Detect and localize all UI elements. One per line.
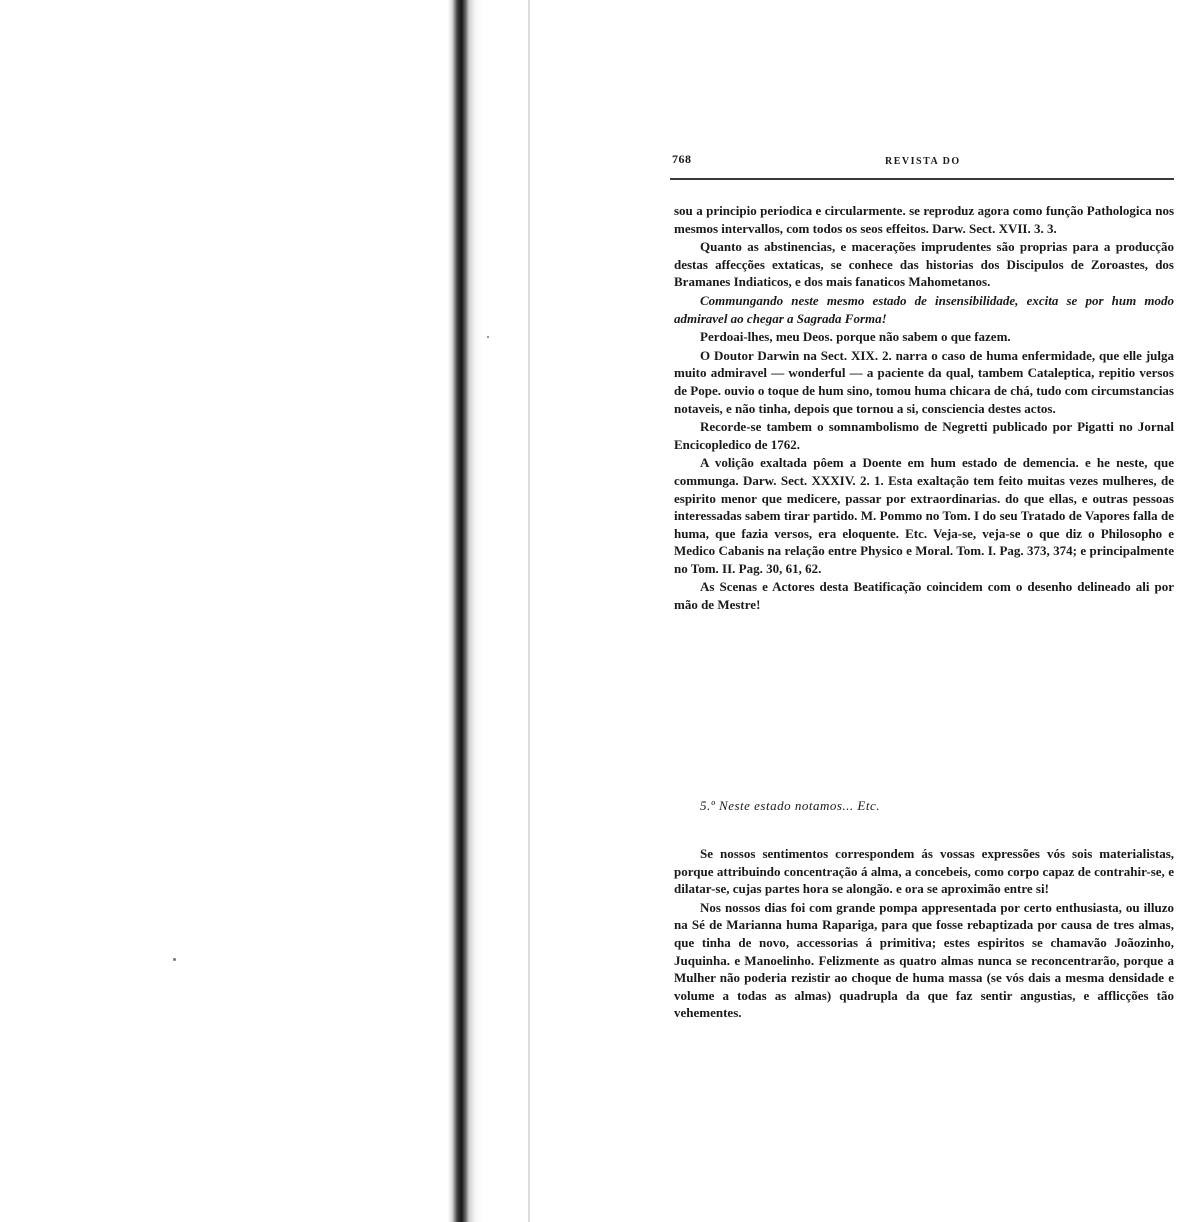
page-number: 768 bbox=[672, 152, 692, 166]
paper-speck bbox=[173, 958, 176, 961]
paragraph: As Scenas e Actores desta Beatificação coincidem com o desenho delineado ali por mão de Mestre! bbox=[674, 579, 1174, 613]
paragraph: Recorde-se tambem o somnambolismo de Negretti publicado por Pigatti no Jornal Encicopledico de 1762. bbox=[674, 419, 1174, 452]
right-page bbox=[660, 140, 1180, 1100]
header-rule bbox=[670, 178, 1174, 180]
blank-left-page bbox=[0, 0, 452, 1222]
paragraph: A volição exaltada pôem a Doente em hum estado de demencia. e he neste, que communga. Darw. Sect. XXXIV. 2. 1. Esta exaltação tem feito muitas vezes mulheres, de espirito menor que medicere, passar por extraordinarias. do que ellas, e outras pessoas interessadas sabem tirar partido. M. Pommo no Tom. I do seu Tratado de Vapores falla de huma, que fazia versos, era eloquente. Etc. Veja-se, veja-se o que diz o Philosopho e Medico Cabanis na relação entre Physico e Moral. Tom. I. Pag. 373, 374; e principalmente no Tom. II. Pag. 30, 61, 62. bbox=[674, 455, 1174, 576]
paragraph: Perdoai-lhes, meu Deos. porque não sabem o que fazem. bbox=[700, 329, 1011, 345]
running-head bbox=[660, 152, 1174, 170]
paragraph: Nos nossos dias foi com grande pompa appresentada por certo enthusiasta, ou illuzo na Sé de Marianna huma Rapariga, para que fosse rebaptizada por causa de tres almas, que tinha de novo, accessorias á primitiva; estes espiritos se chamavão Joãozinho, Juquinha. e Manoelinho. Felizmente as quatro almas nunca se reconcentrarão, porque a Mulher não poderia rezistir ao choque de huma massa (se vós dais a mesma densidade e volume a todas as almas) quadrupla da que faz sentir angustias, e afflicções tão vehementes. bbox=[674, 899, 1174, 1021]
paragraph: Quanto as abstinencias, e macerações imprudentes são proprias para a producção destas affecções extaticas, se conhece das historias dos Discipulos de Zoroastes, dos Bramanes Indiaticos, e dos mais fanaticos Mahometanos. bbox=[674, 239, 1174, 290]
paragraph: sou a principio periodica e circularmente. se reproduz agora como função Pathologica nos mesmos intervallos, com todos os seos effeitos. Darw. Sect. XVII. 3. 3. bbox=[674, 203, 1174, 236]
book-gutter bbox=[448, 0, 482, 1222]
page-edge-shadow bbox=[528, 0, 530, 1222]
section-heading: 5.º Neste estado notamos... Etc. bbox=[700, 798, 880, 813]
body-text-block bbox=[674, 202, 1174, 615]
paragraph: Se nossos sentimentos correspondem ás vossas expressões vós sois materialistas, porque attribuindo concentração á alma, a concebeis, como corpo capaz de contrahir-se, e dilatar-se, cujas partes hora se alongão. e ora se aproximão entre si! bbox=[674, 846, 1174, 897]
italic-paragraph: Commungando neste mesmo estado de insensibilidade, excita se por hum modo admiravel ao chegar a Sagrada Forma! bbox=[674, 292, 1174, 326]
running-head-title: REVISTA DO bbox=[885, 156, 961, 167]
paragraph: O Doutor Darwin na Sect. XIX. 2. narra o caso de huma enfermidade, que elle julga muito admiravel — wonderful — a paciente da qual, tambem Cataleptica, repitio versos de Pope. ouvio o toque de hum sino, tomou huma chicara de chá, tudo com circumstancias notaveis, e não tinha, depois que tornou a si, consciencia destes actos. bbox=[674, 347, 1174, 416]
body-text-block-2 bbox=[674, 845, 1174, 1023]
paper-speck bbox=[487, 336, 489, 338]
